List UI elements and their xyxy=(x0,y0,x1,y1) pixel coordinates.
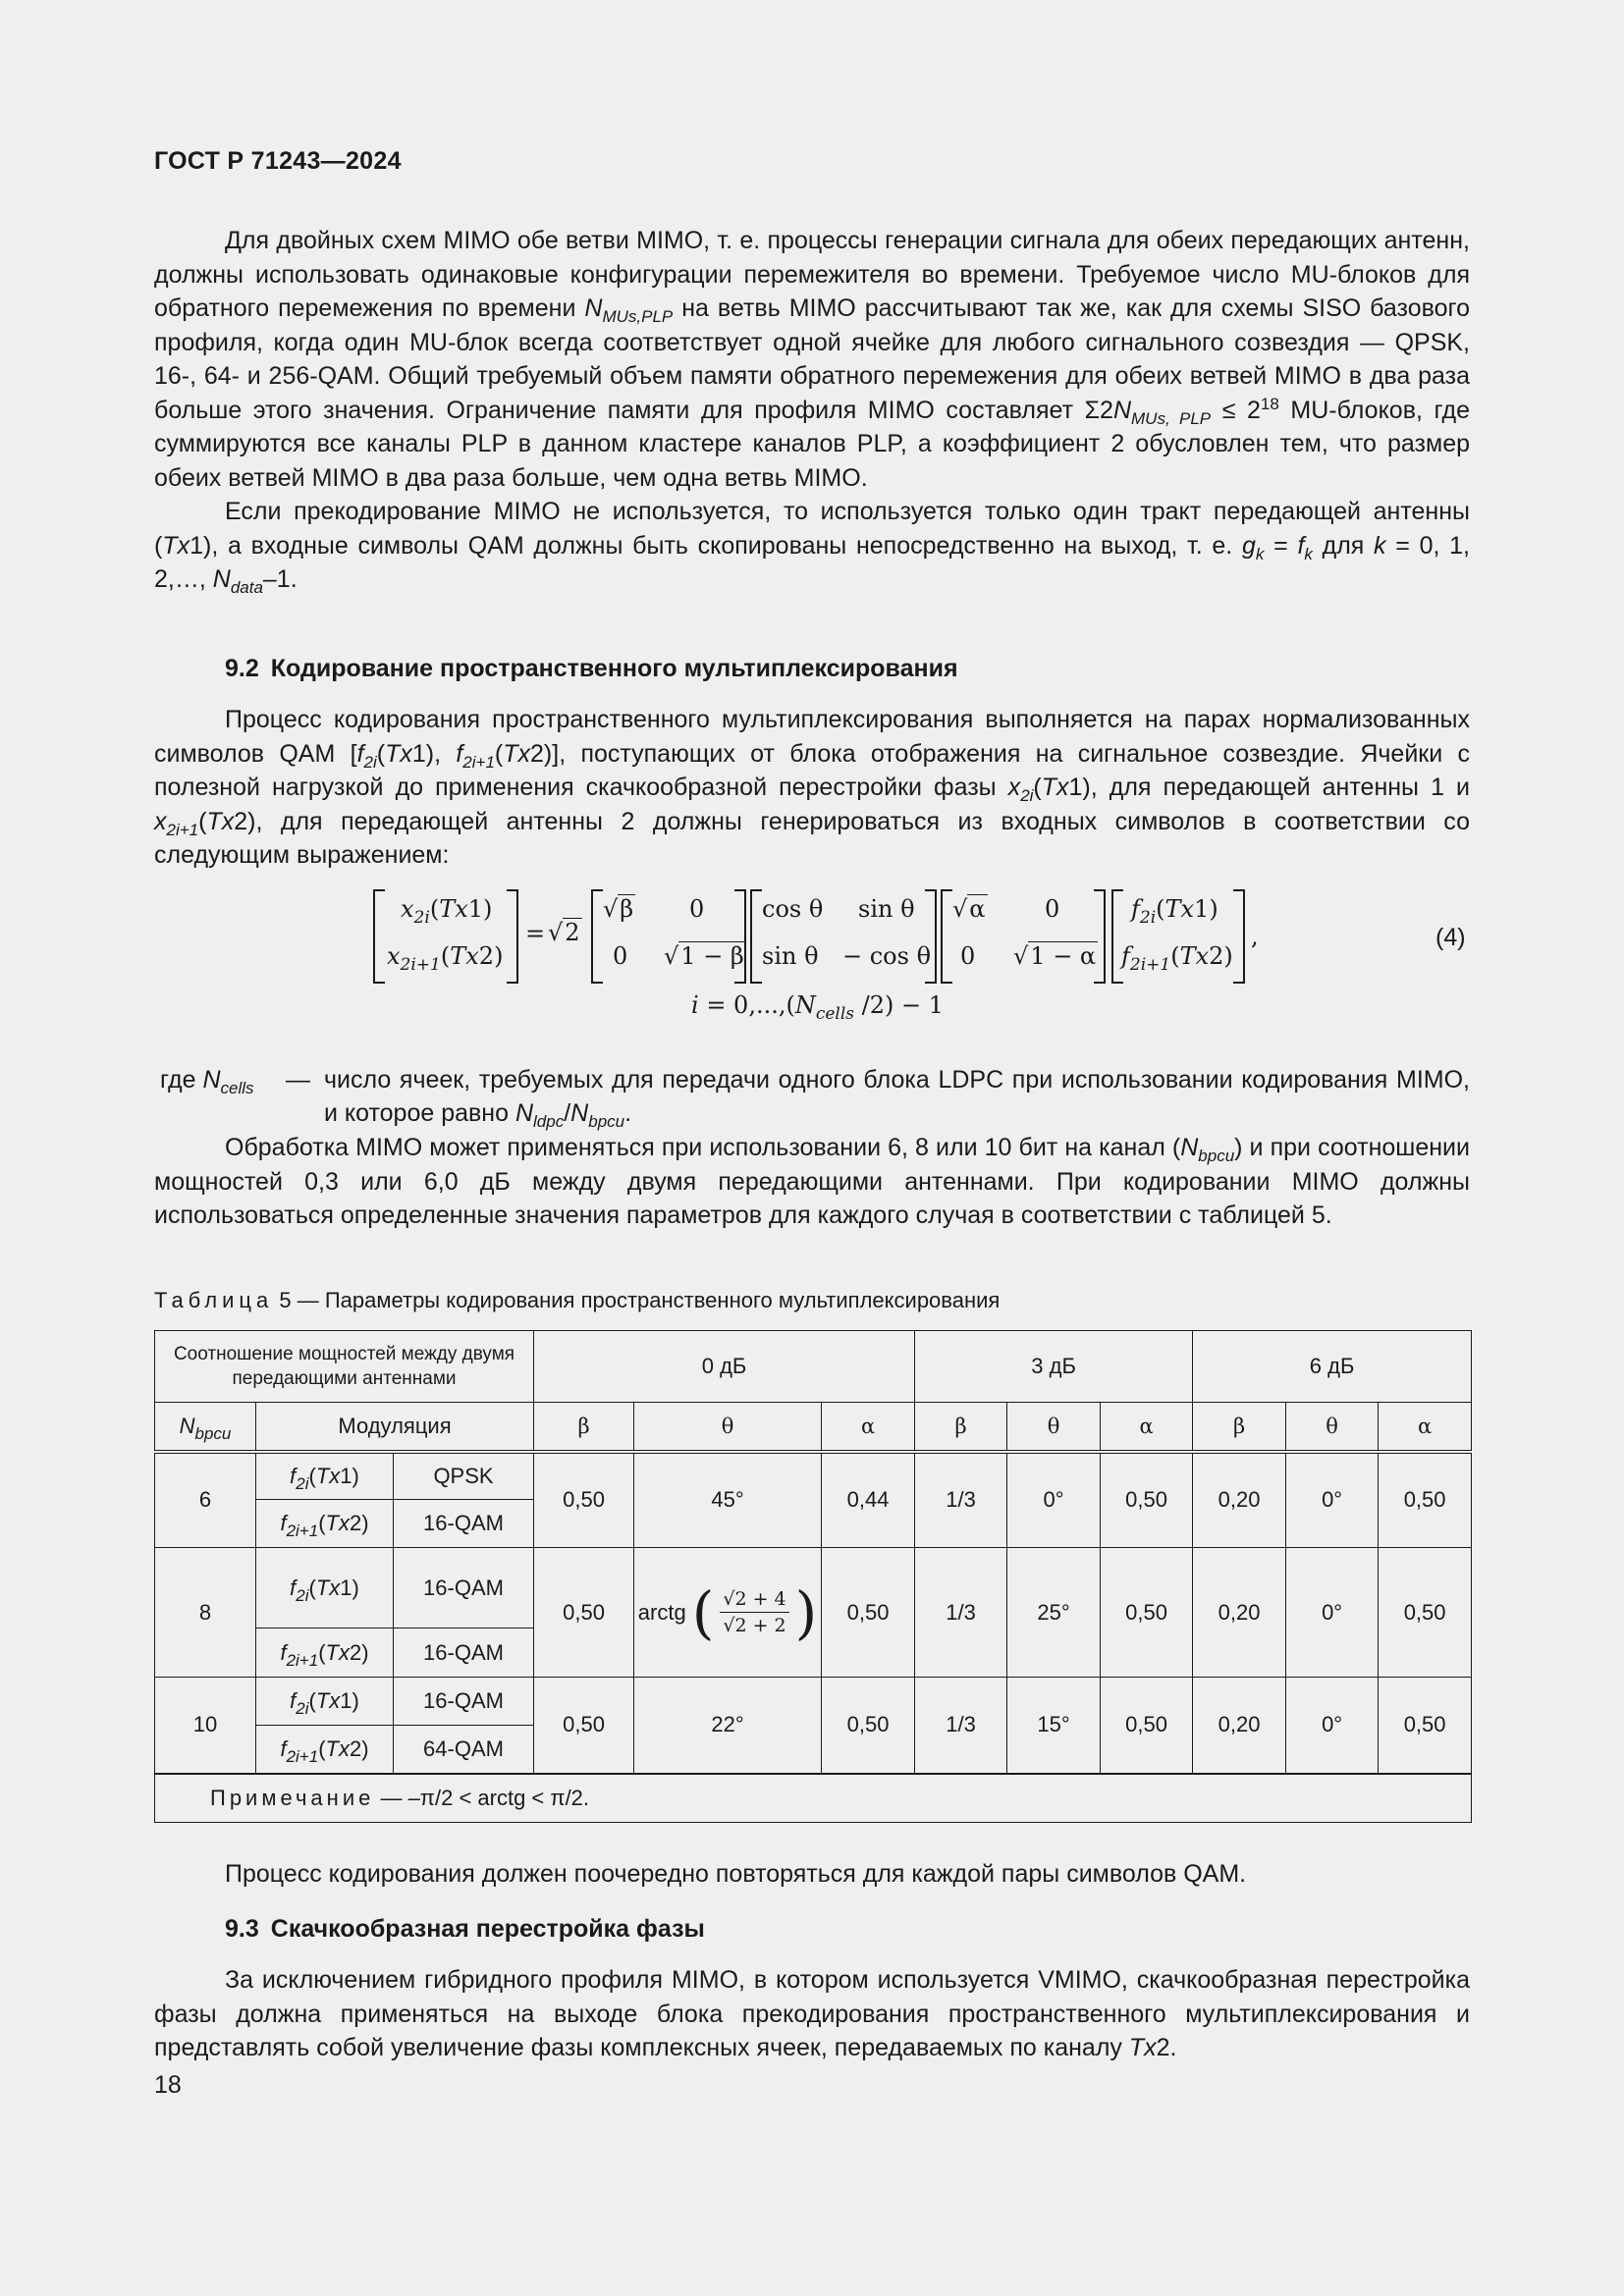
formula-sqrt-beta: √β xyxy=(603,895,634,923)
cell-beta-6db: 0,20 xyxy=(1193,1548,1286,1678)
header-beta: β xyxy=(915,1403,1007,1452)
paragraph-mimo-memory xyxy=(154,224,1470,597)
definition-dash: — xyxy=(286,1066,310,1094)
cell-stream-tx1: $f_{2i}(Tx1)$ xyxy=(256,1678,394,1726)
cell-stream-tx1: $f_{2i}(Tx1)$ xyxy=(256,1452,394,1500)
cell-alpha-0db: 0,44 xyxy=(822,1452,915,1548)
formula-4 xyxy=(373,883,1276,1031)
formula-neg-cos: − cos θ xyxy=(842,942,932,970)
paragraph-no-precoding: Если прекодирование MIMO не используется, то используется только один тракт передающей антенны (Tx1), а входные символы QAM должны быть скопированы непосредственно на выход, т. е. $g_k = f_k$ для k = 0, 1, 2,…, $N_{data}-1$. xyxy=(154,498,1471,597)
table-header-row xyxy=(155,1331,1472,1403)
header-alpha: α xyxy=(822,1403,915,1452)
paragraph-spatial-coding: Процесс кодирования пространственного мультиплексирования выполняется на парах нормализованных символов QAM [$f_{2i}(Tx1)$, $f_{2i+1}(Tx2)$], поступающих от блока отображения на сигнальное созвездие. Ячейки с полезной нагрузкой до применения скачкообразной перестройки фазы $x_{2i}(Tx1)$, для передающей антенны 1 и $x_{2i+1}(Tx2)$, для передающей антенны 2 должны генерироваться из входных символов в соответствии со следующим выражением: xyxy=(154,706,1471,869)
formula-cos: cos θ xyxy=(762,895,824,923)
header-0db: 0 дБ xyxy=(534,1331,915,1403)
cell-alpha-6db: 0,50 xyxy=(1379,1548,1472,1678)
header-beta: β xyxy=(1193,1403,1286,1452)
cell-alpha-6db: 0,50 xyxy=(1379,1452,1472,1548)
cell-nbpcu: 10 xyxy=(155,1678,256,1774)
cell-beta-0db: 0,50 xyxy=(534,1452,634,1548)
cell-theta-0db: 22° xyxy=(634,1678,822,1774)
formula-equals: = xyxy=(525,920,546,947)
cell-modulation: 16-QAM xyxy=(394,1629,534,1678)
header-power-ratio: Соотношение мощностей между двумя передающими антеннами xyxy=(155,1331,534,1403)
formula-x2i: $x_{2i}(Tx1)$ xyxy=(401,895,493,928)
paragraph-mimo-processing: Обработка MIMO может применяться при использовании 6, 8 или 10 бит на канал $(N_{bpcu})$ и при соотношении мощностей 0,3 или 6,0 дБ между двумя передающими антеннами. При кодировании MIMO должны использоваться определенные значения параметров для каждого случая в соответствии с таблицей 5. xyxy=(154,1134,1470,1229)
formula-sqrt-1-alpha: √1 − α xyxy=(1013,942,1097,970)
table-subheader-row xyxy=(155,1403,1472,1452)
cell-nbpcu: 6 xyxy=(155,1452,256,1548)
formula-index-range: $i = 0,...,(N_{cells}$ /2) − 1 xyxy=(691,991,945,1024)
header-3db: 3 дБ xyxy=(915,1331,1193,1403)
header-nbpcu: $N_{bpcu}$ xyxy=(155,1403,256,1452)
cell-beta-3db: 1/3 xyxy=(915,1678,1007,1774)
cell-stream-tx2: $f_{2i+1}(Tx2)$ xyxy=(256,1629,394,1678)
table-caption: Таблица 5 — Параметры кодирования пространственного мультиплексирования xyxy=(154,1288,1001,1312)
formula-zero: 0 xyxy=(689,895,705,923)
formula-sqrt-1-beta: √1 − β xyxy=(664,942,744,970)
document-id: ГОСТ Р 71243—2024 xyxy=(154,147,402,175)
cell-beta-0db: 0,50 xyxy=(534,1548,634,1678)
cell-theta-0db: 45° xyxy=(634,1452,822,1548)
table-row xyxy=(155,1452,1472,1500)
paragraph-text: Для двойных схем MIMO обе ветви MIMO, т. е. процессы генерации сигнала для обеих передающих антенн, должны использовать одинаковые конфигурации перемежителя во времени. Требуемое число MU-блоков для обратного перемежения по времени $N_{MUs,PLP}$ на ветвь MIMO рассчитывают так же, как для схемы SISO базового профиля, когда один MU-блок всегда соответствует одной ячейке для любого сигнального созвездия — QPSK, 16-, 64- и 256-QAM. Общий требуемый объем памяти обратного перемежения для обеих ветвей MIMO в два раза больше этого значения. Ограничение памяти для профиля MIMO составляет $\Sigma 2N_{MUs, PLP} \le 2^{18}$ MU-блоков, где суммируются все каналы PLP в данном кластере каналов PLP, а коэффициент 2 обусловлен тем, что размер обеих ветвей MIMO в два раза больше, чем одна ветвь MIMO. xyxy=(154,227,1470,492)
bracket-right xyxy=(1233,889,1245,984)
cell-modulation: 16-QAM xyxy=(394,1678,534,1726)
cell-alpha-0db: 0,50 xyxy=(822,1548,915,1678)
bracket-right xyxy=(734,889,746,984)
definition-symbol: где $N_{cells}$ xyxy=(160,1066,254,1097)
bracket-left xyxy=(373,889,385,984)
table-row xyxy=(155,1548,1472,1629)
section-heading-9-2: 9.2 Кодирование пространственного мультиплексирования xyxy=(225,655,958,682)
cell-theta-3db: 15° xyxy=(1007,1678,1101,1774)
cell-nbpcu: 8 xyxy=(155,1548,256,1678)
cell-stream-tx1: $f_{2i}(Tx1)$ xyxy=(256,1548,394,1629)
cell-theta-6db: 0° xyxy=(1286,1452,1379,1548)
bracket-left xyxy=(941,889,952,984)
header-theta: θ xyxy=(1286,1403,1379,1452)
header-theta: θ xyxy=(1007,1403,1101,1452)
formula-sin: sin θ xyxy=(762,942,819,970)
definition-text: число ячеек, требуемых для передачи одного блока LDPC при использовании кодирования MIMO, и которое равно $N_{ldpc}/N_{bpcu}$. xyxy=(324,1066,1470,1131)
cell-modulation: QPSK xyxy=(394,1452,534,1500)
cell-theta-3db: 25° xyxy=(1007,1548,1101,1678)
table-row xyxy=(155,1678,1472,1726)
header-alpha: α xyxy=(1101,1403,1193,1452)
cell-theta-6db: 0° xyxy=(1286,1548,1379,1678)
header-theta: θ xyxy=(634,1403,822,1452)
cell-modulation: 16-QAM xyxy=(394,1500,534,1548)
formula-sqrt-alpha: √α xyxy=(952,895,986,923)
header-modulation: Модуляция xyxy=(256,1403,534,1452)
parameters-table xyxy=(154,1330,1472,1823)
page-number: 18 xyxy=(154,2071,182,2099)
table-note: Примечание — –π/2 < arctg < π/2. xyxy=(155,1774,1472,1823)
bracket-left xyxy=(591,889,603,984)
formula-f2i: $f_{2i}(Tx1)$ xyxy=(1131,895,1218,928)
formula-zero: 0 xyxy=(613,942,628,970)
cell-beta-6db: 0,20 xyxy=(1193,1678,1286,1774)
cell-theta-0db-arctg: arctg ( $\frac{√2 + 4}{√2 + 2}$ ) xyxy=(634,1548,822,1678)
formula-sqrt2: √2 xyxy=(548,919,580,946)
cell-alpha-3db: 0,50 xyxy=(1101,1452,1193,1548)
paragraph-phase-hopping: За исключением гибридного профиля MIMO, в котором используется VMIMO, скачкообразная перестройка фазы должна применяться на выходе блока прекодирования пространственного мультиплексирования и представлять собой увеличение фазы комплексных ячеек, передаваемых по каналу Tx2. xyxy=(154,1966,1470,2061)
cell-beta-6db: 0,20 xyxy=(1193,1452,1286,1548)
header-alpha: α xyxy=(1379,1403,1472,1452)
bracket-right xyxy=(1094,889,1106,984)
formula-zero: 0 xyxy=(960,942,976,970)
bracket-right xyxy=(925,889,937,984)
bracket-right xyxy=(507,889,518,984)
formula-x2i1: $x_{2i+1}(Tx2)$ xyxy=(387,942,504,975)
cell-alpha-3db: 0,50 xyxy=(1101,1678,1193,1774)
formula-sin: sin θ xyxy=(858,895,915,923)
cell-stream-tx2: $f_{2i+1}(Tx2)$ xyxy=(256,1500,394,1548)
paragraph-repeat: Процесс кодирования должен поочередно повторяться для каждой пары символов QAM. xyxy=(225,1860,1247,1888)
cell-modulation: 16-QAM xyxy=(394,1548,534,1629)
cell-alpha-0db: 0,50 xyxy=(822,1678,915,1774)
cell-beta-3db: 1/3 xyxy=(915,1452,1007,1548)
cell-stream-tx2: $f_{2i+1}(Tx2)$ xyxy=(256,1726,394,1774)
cell-theta-3db: 0° xyxy=(1007,1452,1101,1548)
cell-beta-0db: 0,50 xyxy=(534,1678,634,1774)
cell-theta-6db: 0° xyxy=(1286,1678,1379,1774)
table-note-row xyxy=(155,1774,1472,1823)
header-6db: 6 дБ xyxy=(1193,1331,1472,1403)
cell-modulation: 64-QAM xyxy=(394,1726,534,1774)
cell-beta-3db: 1/3 xyxy=(915,1548,1007,1678)
formula-f2i1: $f_{2i+1}(Tx2)$ xyxy=(1121,942,1233,975)
formula-comma: , xyxy=(1251,923,1259,950)
equation-number: (4) xyxy=(1435,924,1466,951)
section-heading-9-3: 9.3 Скачкообразная перестройка фазы xyxy=(225,1915,705,1943)
bracket-left xyxy=(750,889,762,984)
header-beta: β xyxy=(534,1403,634,1452)
cell-alpha-6db: 0,50 xyxy=(1379,1678,1472,1774)
formula-zero: 0 xyxy=(1045,895,1060,923)
cell-alpha-3db: 0,50 xyxy=(1101,1548,1193,1678)
